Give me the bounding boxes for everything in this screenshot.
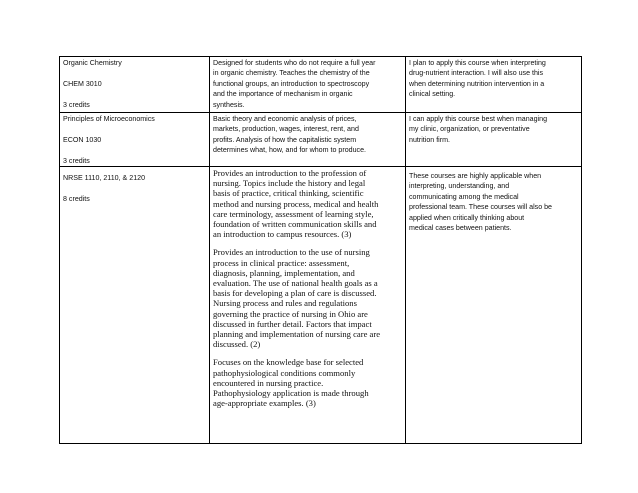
course-info-cell [60, 57, 210, 113]
description-line: markets, production, wages, interest, rent, and [213, 125, 359, 134]
description-line: evaluation. The use of national health goals as a [213, 278, 378, 289]
application-line: clinical setting. [409, 90, 456, 99]
course-credits: 8 credits [63, 194, 90, 203]
description-line: foundation of written communication skills and [213, 219, 377, 230]
application-line: I plan to apply this course when interpreting [409, 59, 546, 67]
course-description-cell [210, 57, 406, 113]
description-line: encountered in nursing practice. [213, 377, 324, 388]
application-line: medical cases between patients. [409, 224, 512, 233]
table-row [60, 57, 582, 113]
description-line: synthesis. [213, 100, 245, 109]
description-line: an introduction to campus resources. (3) [213, 229, 352, 240]
course-name: Principles of Microeconomics [63, 115, 155, 123]
course-code: CHEM 3010 [63, 79, 102, 88]
course-table [59, 56, 582, 444]
description-line: Provides an introduction to the profession of [213, 168, 367, 178]
description-line: process in clinical practice: assessment, [213, 257, 350, 268]
application-line: interpreting, understanding, and [409, 182, 510, 191]
course-code: ECON 1030 [63, 135, 102, 144]
description-line: method and nursing process, medical and health [213, 198, 379, 209]
application-line: my clinic, organization, or preventative [409, 125, 530, 134]
description-line: pathophysiological conditions commonly [213, 367, 356, 378]
course-application-cell [406, 57, 582, 113]
course-name: Organic Chemistry [63, 59, 122, 67]
description-line: care terminology, assessment of learning style, [213, 208, 374, 219]
description-paragraph [213, 247, 402, 349]
description-line: basis of practice, critical thinking, scientific [213, 188, 364, 199]
description-line: governing the practice of nursing in Ohio are [213, 308, 368, 319]
application-line: I can apply this course best when managing [409, 115, 548, 123]
table-row [60, 113, 582, 167]
description-line: Pathophysiology application is made through [213, 388, 369, 399]
description-line: planning and implementation of nursing care are [213, 329, 381, 340]
description-line: in organic chemistry. Teaches the chemistry of the [213, 69, 370, 78]
course-description-cell [210, 167, 406, 444]
description-paragraph [213, 168, 402, 239]
description-line: Nursing process and rules and regulations [213, 298, 357, 309]
description-line: diagnosis, planning, implementation, and [213, 267, 355, 278]
course-description-cell [210, 113, 406, 167]
application-line: applied when critically thinking about [409, 213, 525, 222]
description-line: discussed in further detail. Factors that impact [213, 318, 372, 329]
description-line: Basic theory and economic analysis of prices, [213, 115, 357, 123]
course-application-cell [406, 113, 582, 167]
course-info-cell [60, 113, 210, 167]
application-line: drug-nutrient interaction. I will also use this [409, 69, 544, 78]
course-application-cell [406, 167, 582, 444]
course-info-cell [60, 167, 210, 444]
description-line: Provides an introduction to the use of nursing [213, 247, 370, 258]
description-line: discussed. (2) [213, 339, 261, 350]
description-paragraph [213, 357, 402, 408]
description-line: Focuses on the knowledge base for selected [213, 357, 364, 368]
description-line: age-appropriate examples. (3) [213, 398, 316, 409]
description-line: nursing. Topics include the history and legal [213, 178, 366, 189]
description-line: profits. Analysis of how the capitalistic system [213, 135, 357, 144]
application-line: nutrition firm. [409, 135, 450, 144]
description-line: and the importance of mechanism in organic [213, 90, 353, 99]
application-line: These courses are highly applicable when [409, 172, 542, 180]
table-row [60, 167, 582, 444]
course-credits: 3 credits [63, 100, 90, 109]
description-line: basis for developing a plan of care is discussed. [213, 288, 377, 299]
application-line: when determining nutrition intervention in a [409, 79, 545, 88]
course-credits: 3 credits [63, 156, 90, 165]
application-line: communicating among the medical [409, 192, 519, 201]
application-line: professional team. These courses will also be [409, 203, 552, 212]
description-line: determines what, how, and for whom to produce. [213, 146, 366, 155]
description-line: functional groups, an introduction to spectroscopy [213, 79, 370, 88]
course-name: NRSE 1110, 2110, & 2120 [63, 174, 146, 182]
description-line: Designed for students who do not require a full year [213, 59, 376, 67]
